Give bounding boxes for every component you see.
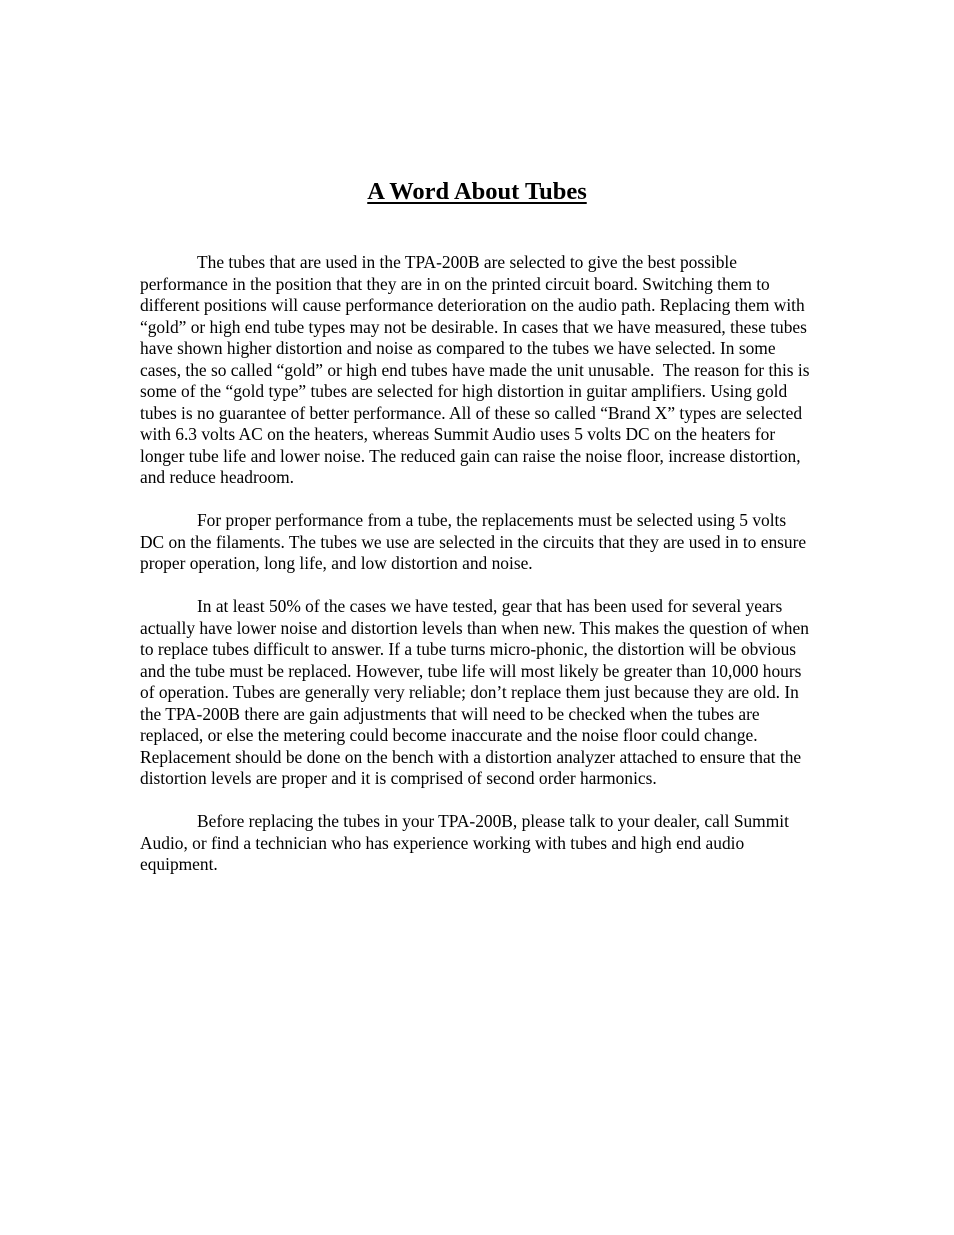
paragraph-tube-selection: The tubes that are used in the TPA-200B are selected to give the best possible performance in the position that they are in on the printed circuit board. Switching them to different positions will cause performance deterioration on the audio path. Replacing them with “gold” or high end tube types may not be desirable. In cases that we have measured, these tubes have shown higher distortion and noise as compared to the tubes we have selected. In some cases, the so called “gold” or high end tubes have made the unit unusable. The reason for this is some of the “gold type” tubes are selected for high distortion in guitar amplifiers. Using gold tubes is no guarantee of better performance. All of these so called “Brand X” types are selected with 6.3 volts AC on the heaters, whereas Summit Audio uses 5 volts DC on the heaters for longer tube life and lower noise. The reduced gain can raise the noise floor, increase distortion, and reduce headroom. [140, 252, 814, 487]
page-title: A Word About Tubes [367, 178, 587, 205]
paragraph-proper-performance: For proper performance from a tube, the replacements must be selected using 5 volts DC on the filaments. The tubes we use are selected in the circuits that they are used in to ensure proper operation, long life, and low distortion and noise. [140, 510, 811, 573]
document-body [140, 252, 812, 897]
paragraph-before-replacing: Before replacing the tubes in your TPA-200B, please talk to your dealer, call Summit Audio, or find a technician who has experience working with tubes and high end audio equipment. [140, 811, 793, 874]
paragraph-tube-life: In at least 50% of the cases we have tested, gear that has been used for several years actually have lower noise and distortion levels than when new. This makes the question of when to replace tubes difficult to answer. If a tube turns micro-phonic, the distortion will be obvious and the tube must be replaced. However, tube life will most likely be greater than 10,000 hours of operation. Tubes are generally very reliable; don’t replace them just because they are old. In the TPA-200B there are gain adjustments that will need to be checked when the tubes are replaced, or else the metering could become inaccurate and the noise floor could change. Replacement should be done on the bench with a distortion analyzer attached to ensure that the distortion levels are proper and it is comprised of second order harmonics. [140, 596, 814, 788]
